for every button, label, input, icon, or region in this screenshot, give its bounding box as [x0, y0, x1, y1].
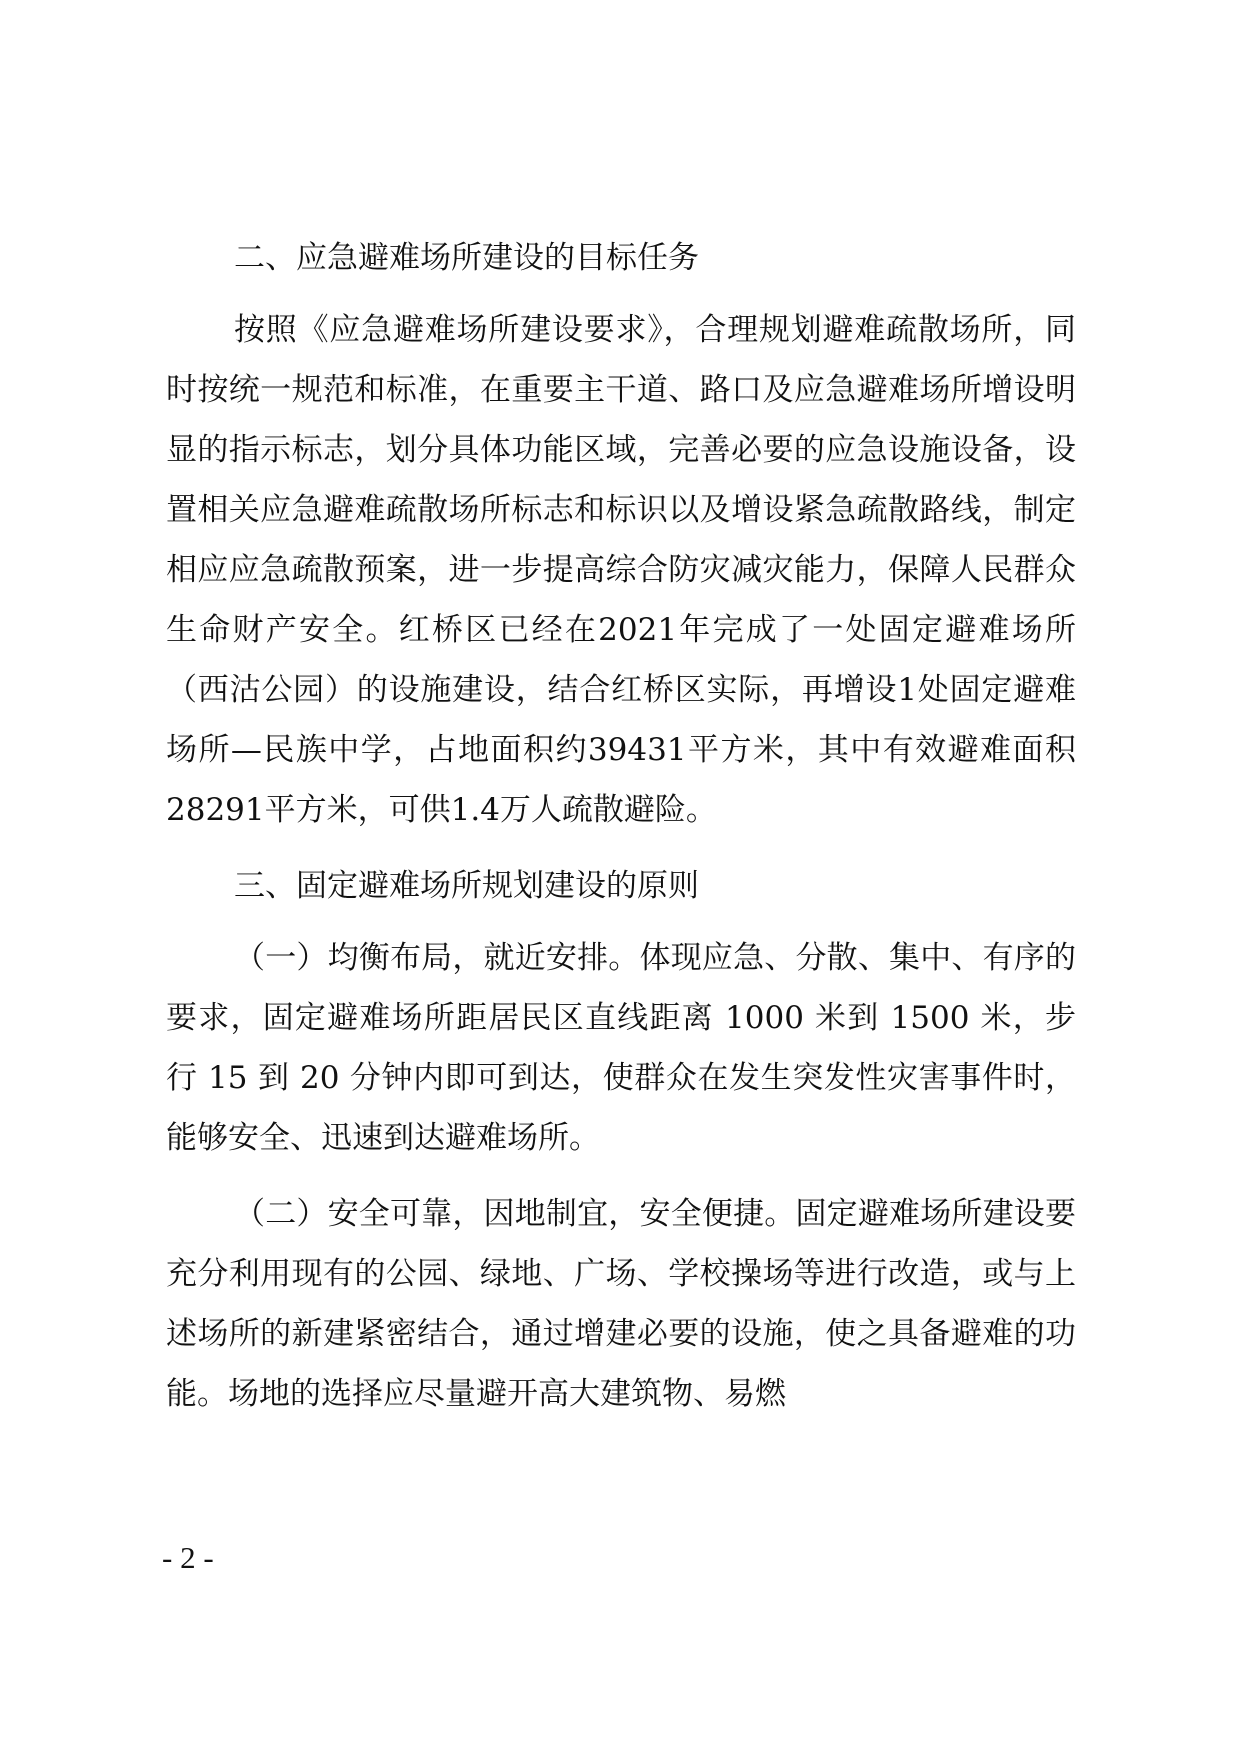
- section-3-heading: 三、固定避难场所规划建设的原则: [234, 868, 699, 904]
- spacer: [166, 916, 1076, 928]
- section-2-heading: 二、应急避难场所建设的目标任务: [234, 240, 699, 276]
- spacer: [166, 1168, 1076, 1184]
- spacer: [166, 288, 1076, 300]
- section-3-paragraph-1: （一）均衡布局，就近安排。体现应急、分散、集中、有序的要求，固定避难场所距居民区直线距离 1000 米到 1500 米，步行 15 到 20 分钟内即可到达，使群众在发生突发性灾害事件时，能够安全、迅速到达避难场所。: [166, 940, 1076, 1156]
- page-content: [166, 228, 1076, 1424]
- section-2-paragraph: 按照《应急避难场所建设要求》，合理规划避难疏散场所，同时按统一规范和标准，在重要主干道、路口及应急避难场所增设明显的指示标志，划分具体功能区域，完善必要的应急设施设备，设置相关应急避难疏散场所标志和标识以及增设紧急疏散路线，制定相应应急疏散预案，进一步提高综合防灾减灾能力，保障人民群众生命财产安全。红桥区已经在2021年完成了一处固定避难场所（西沽公园）的设施建设，结合红桥区实际，再增设1处固定避难场所—民族中学，占地面积约39431平方米，其中有效避难面积28291平方米，可供1.4万人疏散避险。: [166, 312, 1076, 828]
- section-3-paragraph-2: （二）安全可靠，因地制宜，安全便捷。固定避难场所建设要充分利用现有的公园、绿地、广场、学校操场等进行改造，或与上述场所的新建紧密结合，通过增建必要的设施，使之具备避难的功能。场地的选择应尽量避开高大建筑物、易燃: [166, 1196, 1076, 1412]
- page-number: - 2 -: [162, 1540, 214, 1575]
- spacer: [166, 840, 1076, 856]
